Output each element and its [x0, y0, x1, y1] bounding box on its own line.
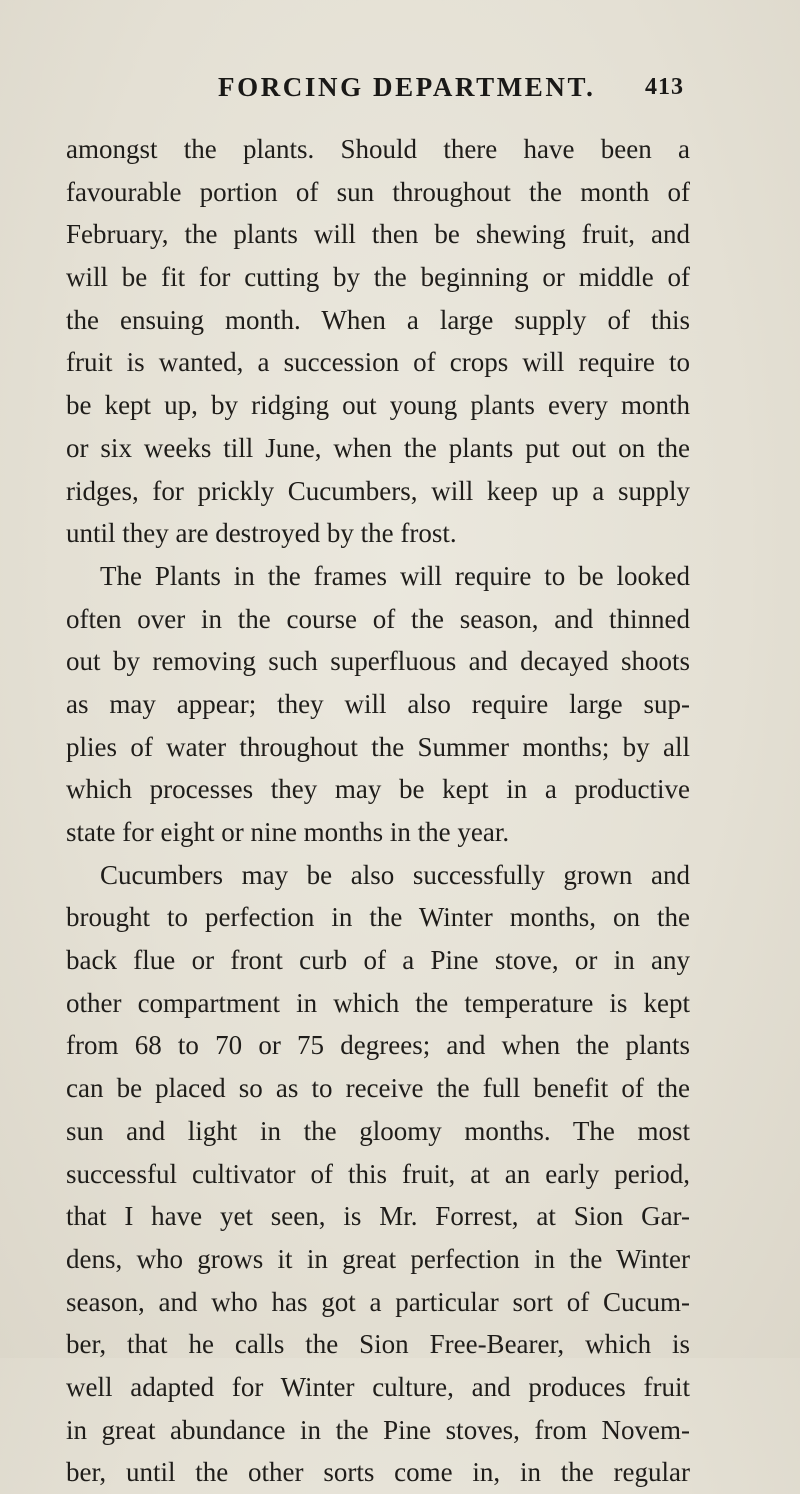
text-line: back flue or front curb of a Pine stove, or in any [66, 945, 690, 976]
text-line: February, the plants will then be shewing fruit, and [66, 219, 690, 250]
text-line: plies of water throughout the Summer months; by all [66, 731, 690, 762]
text-line: brought to perfection in the Winter months, on the [66, 902, 690, 933]
text-line: from 68 to 70 or 75 degrees; and when the plants [66, 1030, 690, 1061]
page-number: 413 [645, 74, 684, 100]
text-line: successful cultivator of this fruit, at an early period, [66, 1158, 690, 1189]
text-line: well adapted for Winter culture, and produces fruit [66, 1371, 690, 1402]
text-line: can be placed so as to receive the full benefit of the [66, 1073, 690, 1104]
text-line: state for eight or nine months in the year. [66, 817, 510, 847]
body-text [66, 128, 690, 1494]
text-line: be kept up, by ridging out young plants every month [66, 390, 690, 421]
text-line: the ensuing month. When a large supply of this [66, 304, 690, 335]
text-line: until they are destroyed by the frost. [66, 518, 457, 549]
running-title: FORCING DEPARTMENT. [218, 72, 596, 102]
text-line: that I have yet seen, is Mr. Forrest, at Sion Gar- [66, 1201, 690, 1232]
text-line: ridges, for prickly Cucumbers, will keep up a supply [66, 475, 690, 506]
text-line: which processes they may be kept in a productive [66, 774, 690, 805]
text-line: often over in the course of the season, and thinned [66, 603, 690, 634]
text-line: will be fit for cutting by the beginning or middle of [66, 262, 690, 293]
text-line: ber, until the other sorts come in, in the regular [66, 1457, 690, 1488]
text-line: Cucumbers may be also successfully grown and [100, 859, 690, 890]
text-line: ber, that he calls the Sion Free-Bearer, which is [66, 1329, 690, 1360]
text-line: out by removing such superfluous and decayed shoots [66, 646, 690, 677]
text-line: fruit is wanted, a succession of crops will require to [66, 347, 690, 378]
text-line: or six weeks till June, when the plants put out on the [66, 432, 690, 463]
text-line: in great abundance in the Pine stoves, from Novem- [66, 1414, 690, 1445]
text-line: The Plants in the frames will require to be looked [100, 560, 690, 591]
running-head [0, 72, 800, 112]
text-line: amongst the plants. Should there have been a [66, 134, 690, 164]
text-line: sun and light in the gloomy months. The most [66, 1115, 690, 1146]
text-line: favourable portion of sun throughout the month of [66, 176, 690, 207]
text-line: season, and who has got a particular sort of Cucum- [66, 1286, 690, 1317]
text-line: dens, who grows it in great perfection in the Winter [66, 1243, 690, 1274]
text-line: other compartment in which the temperature is kept [66, 987, 690, 1018]
text-line: as may appear; they will also require large sup- [66, 688, 690, 719]
